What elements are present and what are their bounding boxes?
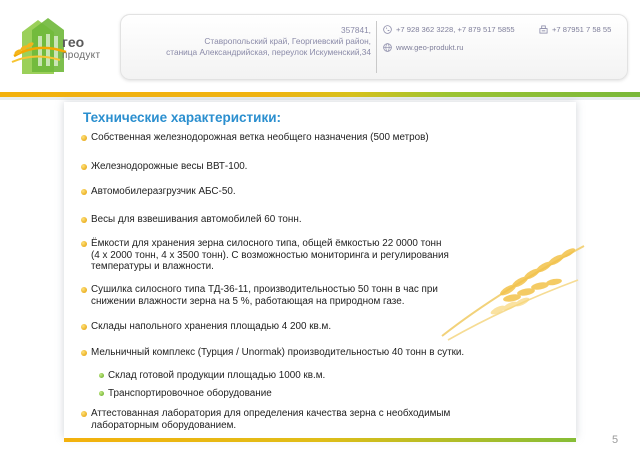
logo-text-product: продукт <box>62 50 101 61</box>
phone-icon <box>383 25 392 34</box>
list-item: Весы для взвешивания автомобилей 60 тонн. <box>91 214 302 226</box>
bullet-icon <box>81 324 87 330</box>
sub-list-item: Склад готовой продукции площадью 1000 кв.м. <box>108 370 325 382</box>
bullet-icon <box>81 164 87 170</box>
list-item: Ёмкости для хранения зерна силосного типа, общей ёмкостью 22 0000 тонн (4 х 2000 тонн, 4 х 3500 тонн). С возможностью мониторинга и регулирования температуры и влажности. <box>91 238 449 273</box>
sub-list-item: Транспортировочное оборудование <box>108 388 272 400</box>
wheat-decoration-icon <box>438 232 588 342</box>
fax-contact <box>539 25 611 34</box>
company-address <box>166 25 371 58</box>
list-item: Мельничный комплекс (Турция / Unormak) производительностью 40 тонн в сутки. <box>91 347 464 359</box>
header-contact-card <box>120 14 628 80</box>
logo-text-geo: гео <box>62 34 85 50</box>
bullet-icon <box>81 217 87 223</box>
list-item: Собственная железнодорожная ветка необщего назначения (500 метров) <box>91 132 429 144</box>
footer-color-stripe <box>64 438 576 442</box>
website-link[interactable]: www.geo-produkt.ru <box>396 43 464 52</box>
list-item: Аттестованная лаборатория для определения качества зерна с необходимым лабораторным оборудованием. <box>91 408 450 431</box>
bullet-icon <box>99 373 104 378</box>
fax-icon <box>539 25 548 34</box>
address-line: 357841, <box>341 25 371 35</box>
bullet-icon <box>81 411 87 417</box>
list-item: Автомобилеразгрузчик АБС-50. <box>91 186 236 198</box>
bullet-icon <box>81 241 87 247</box>
list-item: Сушилка силосного типа ТД-36-11, производительностью 50 тонн в час при снижении влажности зерна на 5 %, работающая на природном газе. <box>91 284 438 307</box>
bullet-icon <box>81 287 87 293</box>
address-line: Ставропольский край, Георгиевский район, <box>204 36 371 46</box>
bullet-icon <box>99 391 104 396</box>
list-item: Склады напольного хранения площадью 4 200 кв.м. <box>91 321 331 333</box>
page-number: 5 <box>612 434 619 446</box>
list-item: Железнодорожные весы ВВТ-100. <box>91 161 247 173</box>
phone-contact <box>383 25 515 34</box>
bullet-icon <box>81 135 87 141</box>
bullet-icon <box>81 350 87 356</box>
header-divider <box>376 21 377 73</box>
content-card <box>64 102 576 438</box>
section-title: Технические характеристики: <box>83 110 282 125</box>
globe-icon <box>383 43 392 52</box>
bullet-icon <box>81 189 87 195</box>
header-shadow-stripe <box>0 97 640 100</box>
phone-numbers[interactable]: +7 928 362 3228, +7 879 517 5855 <box>396 25 515 34</box>
website-contact <box>383 43 464 52</box>
fax-number[interactable]: +7 87951 7 58 55 <box>552 25 612 34</box>
address-line: станица Александрийская, переулок Искуменский,34 <box>166 47 371 57</box>
